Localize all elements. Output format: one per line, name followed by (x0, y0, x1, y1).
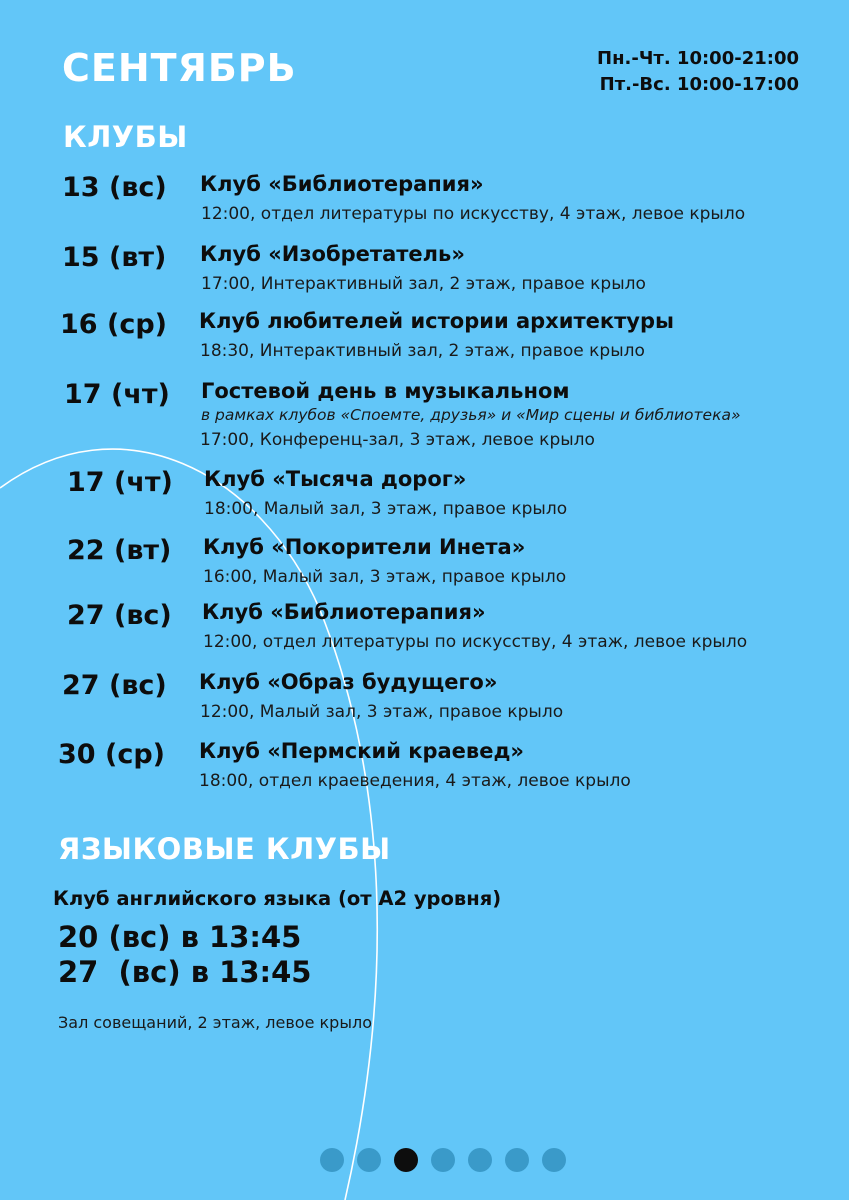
event-item (0, 670, 849, 740)
event-name: Клуб любителей истории архитектуры (199, 309, 674, 333)
event-item (0, 600, 849, 670)
event-name: Гостевой день в музыкальном (201, 379, 570, 403)
event-name: Клуб «Библиотерапия» (202, 600, 486, 624)
event-item (0, 739, 849, 809)
event-detail: 12:00, отдел литературы по искусству, 4 этаж, левое крыло (201, 204, 746, 224)
event-detail: 17:00, Интерактивный зал, 2 этаж, правое крыло (201, 274, 646, 294)
event-name: Клуб «Пермский краевед» (199, 739, 524, 763)
page-dot-4[interactable] (431, 1148, 455, 1172)
event-date: 22 (вт) (67, 535, 172, 566)
clubs-section-title: КЛУБЫ (63, 120, 188, 154)
event-detail: 12:00, Малый зал, 3 этаж, правое крыло (200, 702, 564, 722)
page-dot-1[interactable] (320, 1148, 344, 1172)
event-item (0, 309, 849, 379)
page-dot-5[interactable] (468, 1148, 492, 1172)
event-item (0, 379, 849, 459)
event-item (0, 172, 849, 242)
language-clubs-section-title: ЯЗЫКОВЫЕ КЛУБЫ (58, 832, 391, 866)
page-dot-3-active[interactable] (394, 1148, 418, 1172)
language-club-date: 27 (вс) в 13:45 (58, 955, 312, 989)
event-detail: 18:00, Малый зал, 3 этаж, правое крыло (204, 499, 568, 519)
event-item (0, 467, 849, 537)
event-name: Клуб «Библиотерапия» (200, 172, 484, 196)
event-detail: 17:00, Конференц-зал, 3 этаж, левое крыло (200, 430, 595, 450)
event-name: Клуб «Тысяча дорог» (204, 467, 467, 491)
event-item (0, 535, 849, 605)
event-date: 17 (чт) (64, 379, 170, 410)
event-detail: 18:30, Интерактивный зал, 2 этаж, правое крыло (200, 341, 645, 361)
hours-weekdays: Пн.-Чт. 10:00-21:00 (597, 48, 799, 69)
event-name: Клуб «Покорители Инета» (203, 535, 526, 559)
event-date: 16 (ср) (60, 309, 167, 340)
event-subtitle: в рамках клубов «Споемте, друзья» и «Мир сцены и библиотека» (201, 406, 741, 424)
language-club-name: Клуб английского языка (от А2 уровня) (53, 887, 502, 910)
event-date: 27 (вс) (62, 670, 167, 701)
page-dot-6[interactable] (505, 1148, 529, 1172)
opening-hours (597, 46, 799, 98)
event-name: Клуб «Образ будущего» (199, 670, 498, 694)
event-date: 15 (вт) (62, 242, 167, 273)
event-name: Клуб «Изобретатель» (200, 242, 465, 266)
month-title: СЕНТЯБРЬ (62, 46, 297, 90)
event-date: 13 (вс) (62, 172, 167, 203)
language-club-date: 20 (вс) в 13:45 (58, 920, 302, 954)
event-date: 17 (чт) (67, 467, 173, 498)
page-dot-7[interactable] (542, 1148, 566, 1172)
event-date: 27 (вс) (67, 600, 172, 631)
event-detail: 12:00, отдел литературы по искусству, 4 этаж, левое крыло (203, 632, 748, 652)
language-club-place: Зал совещаний, 2 этаж, левое крыло (58, 1013, 372, 1032)
hours-weekend: Пт.-Вс. 10:00-17:00 (599, 74, 799, 95)
page-dot-2[interactable] (357, 1148, 381, 1172)
event-date: 30 (ср) (58, 739, 165, 770)
event-detail: 16:00, Малый зал, 3 этаж, правое крыло (203, 567, 567, 587)
event-detail: 18:00, отдел краеведения, 4 этаж, левое крыло (199, 771, 631, 791)
page-indicator (318, 1148, 578, 1174)
event-item (0, 242, 849, 312)
